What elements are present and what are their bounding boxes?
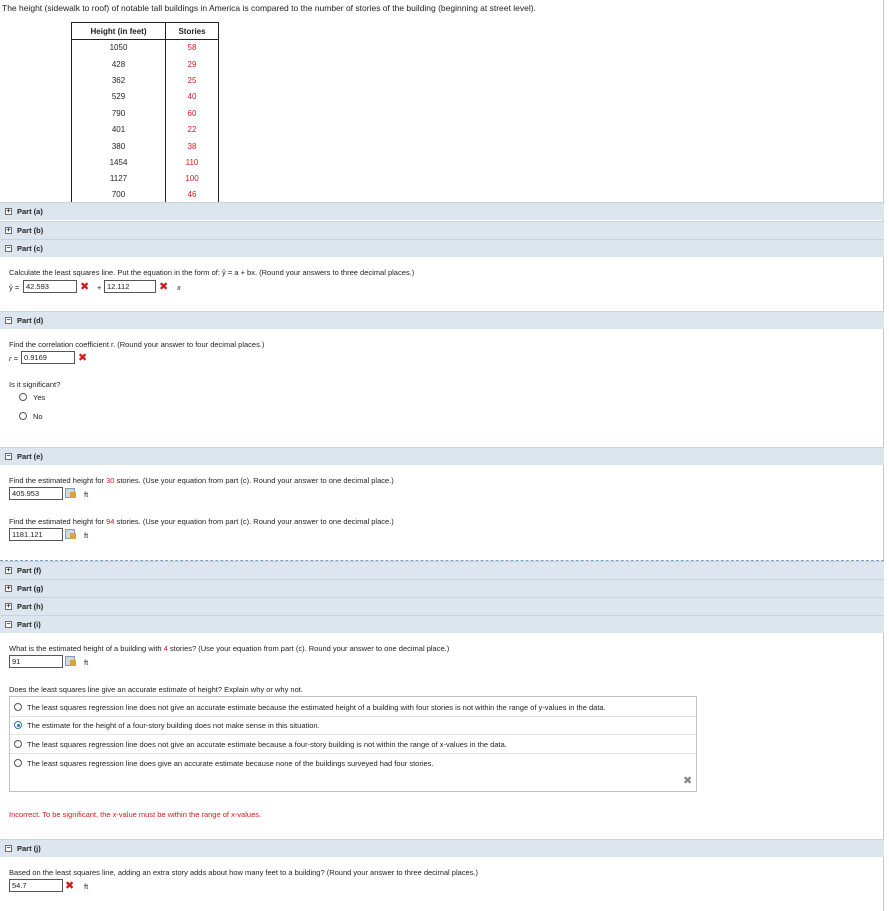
part-j-question: Based on the least squares line, adding an extra story adds about how many feet to a building? (Round your answer to three decimal places.): [9, 868, 479, 877]
unit-ft: ft: [84, 658, 89, 667]
height-cell: 362: [72, 72, 166, 88]
collapse-icon[interactable]: −: [6, 317, 11, 324]
yhat-label: ŷ =: [9, 283, 20, 292]
calculator-icon[interactable]: [65, 656, 75, 666]
unit-ft: ft: [84, 531, 89, 540]
stories-cell: 22: [166, 121, 219, 137]
part-i-question: What is the estimated height of a building with 4 stories? (Use your equation from part (c). Round your answer to one decimal place.): [9, 644, 450, 653]
choice-option[interactable]: [10, 699, 696, 717]
stories-cell: 40: [166, 89, 219, 105]
choice-option[interactable]: [10, 736, 696, 754]
part-label: Part (i): [17, 620, 41, 629]
stories-cell: 100: [166, 171, 219, 187]
part-f-header[interactable]: [0, 561, 884, 579]
height-cell: 790: [72, 105, 166, 121]
table-row: [72, 154, 219, 170]
collapse-icon[interactable]: −: [6, 245, 11, 252]
part-g-header[interactable]: [0, 579, 884, 597]
part-h-header[interactable]: [0, 597, 884, 615]
part-c-header[interactable]: [0, 239, 884, 257]
slope-input[interactable]: 12.112: [104, 280, 156, 293]
header-stories: Stories: [166, 23, 219, 40]
height-cell: 380: [72, 138, 166, 154]
unit-ft: ft: [84, 882, 89, 891]
header-height: Height (in feet): [72, 23, 166, 40]
correlation-input[interactable]: 0.9169: [21, 351, 75, 364]
choice-group: [9, 696, 697, 792]
part-label: Part (j): [17, 844, 41, 853]
height-30-input[interactable]: 405.953: [9, 487, 63, 500]
part-label: Part (h): [17, 602, 44, 611]
table-row: [72, 72, 219, 88]
collapse-icon[interactable]: −: [6, 621, 11, 628]
table-row: [72, 105, 219, 121]
part-label: Part (e): [17, 452, 43, 461]
height-cell: 1050: [72, 40, 166, 56]
height-cell: 401: [72, 121, 166, 137]
part-a-header[interactable]: [0, 202, 884, 220]
collapse-icon[interactable]: −: [6, 453, 11, 460]
height-cell: 1127: [72, 171, 166, 187]
part-label: Part (b): [17, 226, 44, 235]
height-4-input[interactable]: 91: [9, 655, 63, 668]
radio-yes[interactable]: [19, 393, 27, 401]
x-variable: x: [177, 283, 181, 292]
significant-question: Is it significant?: [9, 380, 61, 389]
intro-text: The height (sidewalk to roof) of notable tall buildings in America is compared to the number of stories of the building (beginning at street level).: [2, 3, 536, 13]
table-row: [72, 171, 219, 187]
x-mark-icon: ✖: [159, 281, 169, 293]
part-e-question-2: Find the estimated height for 94 stories. (Use your equation from part (c). Round your answer to one decimal place.): [9, 517, 394, 526]
part-e-question-1: Find the estimated height for 30 stories. (Use your equation from part (c). Round your answer to one decimal place.): [9, 476, 394, 485]
x-mark-icon: ✖: [78, 352, 88, 364]
stories-cell: 38: [166, 138, 219, 154]
choice-label: The least squares regression line does not give an accurate estimate because the estimated height of a building with four stories is not within the range of y-values in the data.: [27, 703, 606, 712]
radio-no[interactable]: [19, 412, 27, 420]
part-i-question-2: Does the least squares line give an accurate estimate of height? Explain why or why not.: [9, 685, 303, 694]
expand-icon[interactable]: +: [6, 208, 11, 215]
height-cell: 1454: [72, 154, 166, 170]
part-label: Part (d): [17, 316, 44, 325]
table-row: [72, 138, 219, 154]
part-d-header[interactable]: [0, 311, 884, 329]
part-label: Part (a): [17, 207, 43, 216]
height-cell: 529: [72, 89, 166, 105]
stories-cell: 110: [166, 154, 219, 170]
choice-option[interactable]: [10, 755, 696, 773]
data-table: [71, 22, 219, 204]
height-cell: 700: [72, 187, 166, 203]
stories-cell: 25: [166, 72, 219, 88]
part-label: Part (g): [17, 584, 44, 593]
part-d-question: Find the correlation coefficient r. (Round your answer to four decimal places.): [9, 340, 265, 349]
r-label: r =: [9, 354, 18, 363]
option-no-label: No: [33, 412, 43, 421]
expand-icon[interactable]: +: [6, 585, 11, 592]
part-i-header[interactable]: [0, 615, 884, 633]
collapse-icon[interactable]: −: [6, 845, 11, 852]
unit-ft: ft: [84, 490, 89, 499]
stories-cell: 60: [166, 105, 219, 121]
part-e-header[interactable]: [0, 447, 884, 465]
extra-story-input[interactable]: 54.7: [9, 879, 63, 892]
expand-icon[interactable]: +: [6, 567, 11, 574]
table-row: [72, 40, 219, 56]
expand-icon[interactable]: +: [6, 227, 11, 234]
x-mark-icon: ✖: [65, 880, 75, 892]
calculator-icon[interactable]: [65, 488, 75, 498]
intercept-input[interactable]: 42.593: [23, 280, 77, 293]
part-label: Part (c): [17, 244, 43, 253]
stories-cell: 29: [166, 56, 219, 72]
height-94-input[interactable]: 1181.121: [9, 528, 63, 541]
part-b-header[interactable]: [0, 221, 884, 239]
option-yes-label: Yes: [33, 393, 46, 402]
feedback-text: Incorrect. To be significant, the x-value must be within the range of x-values.: [9, 810, 262, 819]
table-header-row: [72, 23, 219, 40]
expand-icon[interactable]: +: [6, 603, 11, 610]
part-label: Part (f): [17, 566, 42, 575]
choice-label: The estimate for the height of a four-story building does not make sense in this situation.: [27, 721, 320, 730]
plus-sign: +: [97, 283, 102, 292]
table-row: [72, 56, 219, 72]
part-j-header[interactable]: [0, 839, 884, 857]
choice-label: The least squares regression line does give an accurate estimate because none of the buildings surveyed had four stories.: [27, 759, 434, 768]
height-cell: 428: [72, 56, 166, 72]
table-row: [72, 121, 219, 137]
choice-radio[interactable]: [14, 703, 22, 711]
x-mark-icon: ✖: [683, 775, 693, 787]
table-row: [72, 187, 219, 203]
choice-radio[interactable]: [14, 740, 22, 748]
choice-radio[interactable]: [14, 759, 22, 767]
stories-cell: 58: [166, 40, 219, 56]
choice-label: The least squares regression line does not give an accurate estimate because a four-story building is not within the range of x-values in the data.: [27, 740, 507, 749]
stories-cell: 46: [166, 187, 219, 203]
x-mark-icon: ✖: [80, 281, 90, 293]
choice-option[interactable]: [10, 717, 696, 735]
part-c-question: Calculate the least squares line. Put the equation in the form of: ŷ = a + bx. (Round your answers to three decimal places.): [9, 268, 415, 277]
choice-radio-selected[interactable]: [14, 721, 22, 729]
table-row: [72, 89, 219, 105]
calculator-icon[interactable]: [65, 529, 75, 539]
